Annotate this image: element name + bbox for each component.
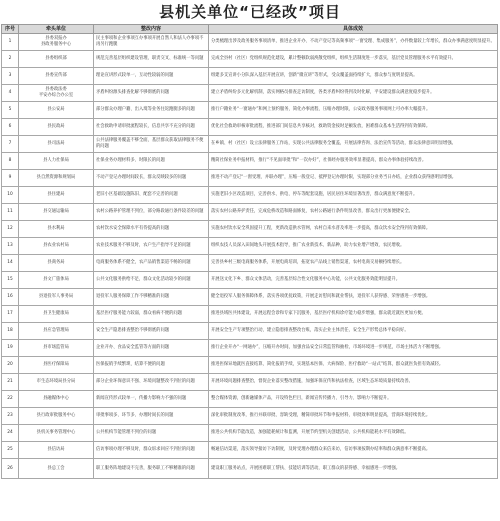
table-row <box>2 391 498 408</box>
row-number: 3 <box>2 68 19 85</box>
table-row <box>2 442 498 459</box>
row-content: 信访事项办理不够及时，群众诉求回应不到位的问题 <box>94 442 209 459</box>
row-unit: 县司法局 <box>19 136 94 153</box>
table-row <box>2 51 498 68</box>
row-result: 组建多支宣讲小分队深入基层开展宣讲，创新“微宣讲”等形式，受众覆盖面持续扩大，群众参与度明显提高。 <box>209 68 498 85</box>
row-number: 15 <box>2 272 19 289</box>
row-number: 6 <box>2 119 19 136</box>
row-content: 基层医疗服务能力较弱，群众看病不便的问题 <box>94 306 209 323</box>
row-content: 农村饮水安全保障水平有待提高的问题 <box>94 221 209 238</box>
row-result: 推进不动产登记“一窗受理、并联办理”，压缩一般登记、抵押登记办理时限，实现部分业务当日办结，企业群众获得感明显增强。 <box>209 170 498 187</box>
row-result: 开展送文化下乡、群众文体活动，完善基层综合性文化服务中心功能，公共文化服务效能明显提升。 <box>209 272 498 289</box>
row-unit: 县行政审批服务中心 <box>19 408 94 425</box>
column-header-content: 整改内容 <box>94 25 209 34</box>
row-result: 落实农村公路养护责任，完成危桥改造和路面修复，农村公路通行条件明显改善，群众出行更加便捷安全。 <box>209 204 498 221</box>
row-content: 民主事项和企业事项互办事项开展自然人和法人办事项不再另行跑腿 <box>94 34 209 51</box>
row-content: 规范完善基层组织建设管理，职责交叉、标准统一等问题 <box>94 51 209 68</box>
row-number: 20 <box>2 357 19 374</box>
row-result: 推进公共机构节能改造，加强能耗统计和监测，开展节约型机关创建活动，公共机构能耗水平有效降低。 <box>209 425 498 442</box>
table-row <box>2 340 498 357</box>
row-content: 电商服务体系不健全，农产品销售渠道不畅的问题 <box>94 255 209 272</box>
row-number: 16 <box>2 289 19 306</box>
row-number: 5 <box>2 102 19 119</box>
row-result: 开展安全生产专项整治行动，建立隐患排查整改台账，落实企业主体责任，安全生产形势总体平稳向好。 <box>209 323 498 340</box>
row-content: 企业开办、食品安全监管等方面的问题 <box>94 340 209 357</box>
table-row <box>2 425 498 442</box>
row-unit: 县总工会 <box>19 459 94 479</box>
row-result: 推行企业开办“一网通办”，压缩开办时间，加强食品安全日常监管和抽检，市场环境进一步规范，市场主体活力不断增强。 <box>209 340 498 357</box>
row-unit: 县退役军人事务局 <box>19 289 94 306</box>
row-result: 畅通信访渠道，落实领导接访下访制度，及时受理办理群众来信来访，信访事项按期办结率和群众满意率不断提高。 <box>209 442 498 459</box>
row-unit: 县自然资源和规划局 <box>19 170 94 187</box>
row-unit: 县委双报办 县政务服务中心 <box>19 34 94 51</box>
row-unit: 市生态环境局县分局 <box>19 374 94 391</box>
row-result: 健全退役军人服务保障体系，落实各项优抚政策，开展走访慰问和就业帮扶，退役军人获得感、荣誉感进一步增强。 <box>209 289 498 306</box>
row-content: 矛盾纠纷源头排查化解不够彻底的问题 <box>94 85 209 102</box>
row-number: 8 <box>2 153 19 170</box>
table-row <box>2 85 498 102</box>
row-unit: 县机关事务管理中心 <box>19 425 94 442</box>
table-row <box>2 374 498 391</box>
row-number: 9 <box>2 170 19 187</box>
row-unit: 县交通运输局 <box>19 204 94 221</box>
row-number: 4 <box>2 85 19 102</box>
table-row <box>2 68 498 85</box>
row-unit: 县商务局 <box>19 255 94 272</box>
row-unit: 县委宣传部 <box>19 68 94 85</box>
table-row <box>2 170 498 187</box>
row-number: 19 <box>2 340 19 357</box>
row-result: 推进县域医共体建设，开展远程会诊和专家下沉服务，基层医疗机构诊疗能力稳步增强，群众就近就医更加方便。 <box>209 306 498 323</box>
row-number: 24 <box>2 425 19 442</box>
row-content: 农业技术服务不够及时，农户生产指导不足的问题 <box>94 238 209 255</box>
table-row <box>2 289 498 306</box>
row-unit: 县融媒体中心 <box>19 391 94 408</box>
row-result: 组织农技人员深入田间地头开展技术指导，推广农业新技术、新品种，助力农业增产增效、农民增收。 <box>209 238 498 255</box>
row-unit: 县农业农村局 <box>19 238 94 255</box>
row-content: 新闻宣传形式较单一，传播力影响力不强的问题 <box>94 391 209 408</box>
row-unit: 县水利局 <box>19 221 94 238</box>
column-header-number: 序号 <box>2 25 19 34</box>
row-unit: 县委政法委 平安办综合办公室 <box>19 85 94 102</box>
row-result: 完成全县村（社区）党组织规范化建设，累计整顿软弱涣散党组织，组织生活制度进一步落实，基层党员管理服务水平有效提升。 <box>209 51 498 68</box>
table-row <box>2 187 498 204</box>
column-header-result: 具体成效 <box>209 25 498 34</box>
row-unit: 县医疗保障局 <box>19 357 94 374</box>
table-header <box>2 25 498 34</box>
row-unit: 县人力社保局 <box>19 153 94 170</box>
table-row <box>2 272 498 289</box>
row-unit: 县民政局 <box>19 119 94 136</box>
page-title: 县机关单位“已经改”项目 <box>159 3 341 21</box>
row-content: 不动产登记办理时间较长，群众反映较多的问题 <box>94 170 209 187</box>
table-row <box>2 357 498 374</box>
row-content: 社会救助申请审批流程较长，信息共享不充分的问题 <box>94 119 209 136</box>
row-unit: 县住建局 <box>19 187 94 204</box>
row-result: 完善县乡村三级电商服务体系，开展电商培训，拓宽农产品线上销售渠道，农村电商交易额持续增长。 <box>209 255 498 272</box>
row-unit: 县文广旅体局 <box>19 272 94 289</box>
row-content: 部分群众办理户籍、出入境等业务往返跑腿多的问题 <box>94 102 209 119</box>
table-row <box>2 136 498 153</box>
row-result: 推行户籍业务“一窗通办”和网上预约服务，简化办事流程、压缩办理时限，公安政务服务事项网上可办率大幅提升。 <box>209 102 498 119</box>
row-result: 整合媒体资源，创新融媒体产品，开设特色栏目，新闻宣传传播力、引导力、影响力不断提升。 <box>209 391 498 408</box>
row-content: 公共法律服务覆盖不够全面，基层群众获取法律服务不便的问题 <box>94 136 209 153</box>
row-number: 23 <box>2 408 19 425</box>
row-unit: 县委组织部 <box>19 51 94 68</box>
table-row <box>2 323 498 340</box>
row-number: 17 <box>2 306 19 323</box>
row-unit: 县应急管理局 <box>19 323 94 340</box>
table-row <box>2 306 498 323</box>
table-row <box>2 204 498 221</box>
row-number: 12 <box>2 221 19 238</box>
table-body <box>2 34 498 479</box>
column-header-unit: 牵头单位 <box>19 25 94 34</box>
row-result: 建设职工服务站点，开展困难职工帮扶、技能培训等活动，职工群众的获得感、幸福感进一步增强。 <box>209 459 498 479</box>
row-result: 深化审批制度改革，推行并联审批、容缺受理，精简审批环节和申报材料，审批效率明显提高，营商环境持续优化。 <box>209 408 498 425</box>
row-content: 部分企业环保意识不强、环境问题整改不到位的问题 <box>94 374 209 391</box>
table-row <box>2 34 498 51</box>
row-content: 公共机构节能管理不到位的问题 <box>94 425 209 442</box>
row-content: 安全生产隐患排查整治不够彻底的问题 <box>94 323 209 340</box>
row-number: 26 <box>2 459 19 479</box>
row-number: 2 <box>2 51 19 68</box>
table-row <box>2 408 498 425</box>
row-result: 推进医保异地就医直接结算，简化报销手续，实现基本医保、大病保险、医疗救助“一站式”结算，群众就医负担有效减轻。 <box>209 357 498 374</box>
row-content: 退役军人服务保障工作不够精准的问题 <box>94 289 209 306</box>
row-content: 社保业务办理材料多、时限长的问题 <box>94 153 209 170</box>
row-content: 农村公路养护管理不到位，部分路段通行条件较差的问题 <box>94 204 209 221</box>
row-number: 1 <box>2 34 19 51</box>
projects-table <box>1 24 498 479</box>
row-unit: 县公安局 <box>19 102 94 119</box>
row-number: 7 <box>2 136 19 153</box>
row-unit: 县卫生健康局 <box>19 306 94 323</box>
row-number: 10 <box>2 187 19 204</box>
row-number: 22 <box>2 391 19 408</box>
row-content: 职工服务阵地建设不完善，服务职工不够精准的问题 <box>94 459 209 479</box>
row-result: 在乡镇、村（社区）设立法律服务工作站，实现公共法律服务全覆盖，开展法律咨询、法治宣传等活动，群众法律意识明显增强。 <box>209 136 498 153</box>
table-row <box>2 153 498 170</box>
row-content: 审批事项多、环节多、办理时间长的问题 <box>94 408 209 425</box>
row-number: 25 <box>2 442 19 459</box>
row-content: 公共文化服务供给不足，群众文化活动较少的问题 <box>94 272 209 289</box>
table-row <box>2 255 498 272</box>
table-row <box>2 119 498 136</box>
row-unit: 县市场监管局 <box>19 340 94 357</box>
row-result: 分类梳理出涉及政务服务事项清单，推进企业开办、不动产登记等高频事项“一窗受理、集成服务”，办件数量较上年增长，群众办事满意度明显提升。 <box>209 34 498 51</box>
row-number: 11 <box>2 204 19 221</box>
row-result: 实施农村饮水安全巩固提升工程，更新改造供水管网，农村自来水普及率进一步提高，群众饮水安全得到有效保障。 <box>209 221 498 238</box>
row-unit: 县信访局 <box>19 442 94 459</box>
row-result: 实施老旧小区改造项目，完善供水、供电、停车等配套设施，居民居住环境显著改善，群众满意度不断提升。 <box>209 187 498 204</box>
table-row <box>2 459 498 479</box>
row-result: 开展环境问题排查整治，督促企业落实整改措施，加强环保宣传和执法检查，区域生态环境质量持续改善。 <box>209 374 498 391</box>
row-number: 21 <box>2 374 19 391</box>
table-row <box>2 238 498 255</box>
row-result: 优化社会救助审核审批流程，推进部门间信息共享核对，救助资金按时足额发放，困难群众基本生活得到有效保障。 <box>209 119 498 136</box>
table-row <box>2 102 498 119</box>
row-result: 建立矛盾纠纷多元化解机制，落实网格员排查走访制度，各类矛盾纠纷得到及时化解，平安建设群众满意度稳步提升。 <box>209 85 498 102</box>
row-number: 13 <box>2 238 19 255</box>
table-row <box>2 221 498 238</box>
row-content: 老旧小区基础设施陈旧、配套不完善的问题 <box>94 187 209 204</box>
row-content: 医保报销手续繁琐、结算不便的问题 <box>94 357 209 374</box>
row-number: 14 <box>2 255 19 272</box>
row-result: 精简社保业务申报材料，推行“不见面审批”和“一次办好”，社保经办服务效率显著提高，群众办事体验持续改善。 <box>209 153 498 170</box>
row-number: 18 <box>2 323 19 340</box>
row-content: 理论宣讲形式较单一，互动性较弱的问题 <box>94 68 209 85</box>
